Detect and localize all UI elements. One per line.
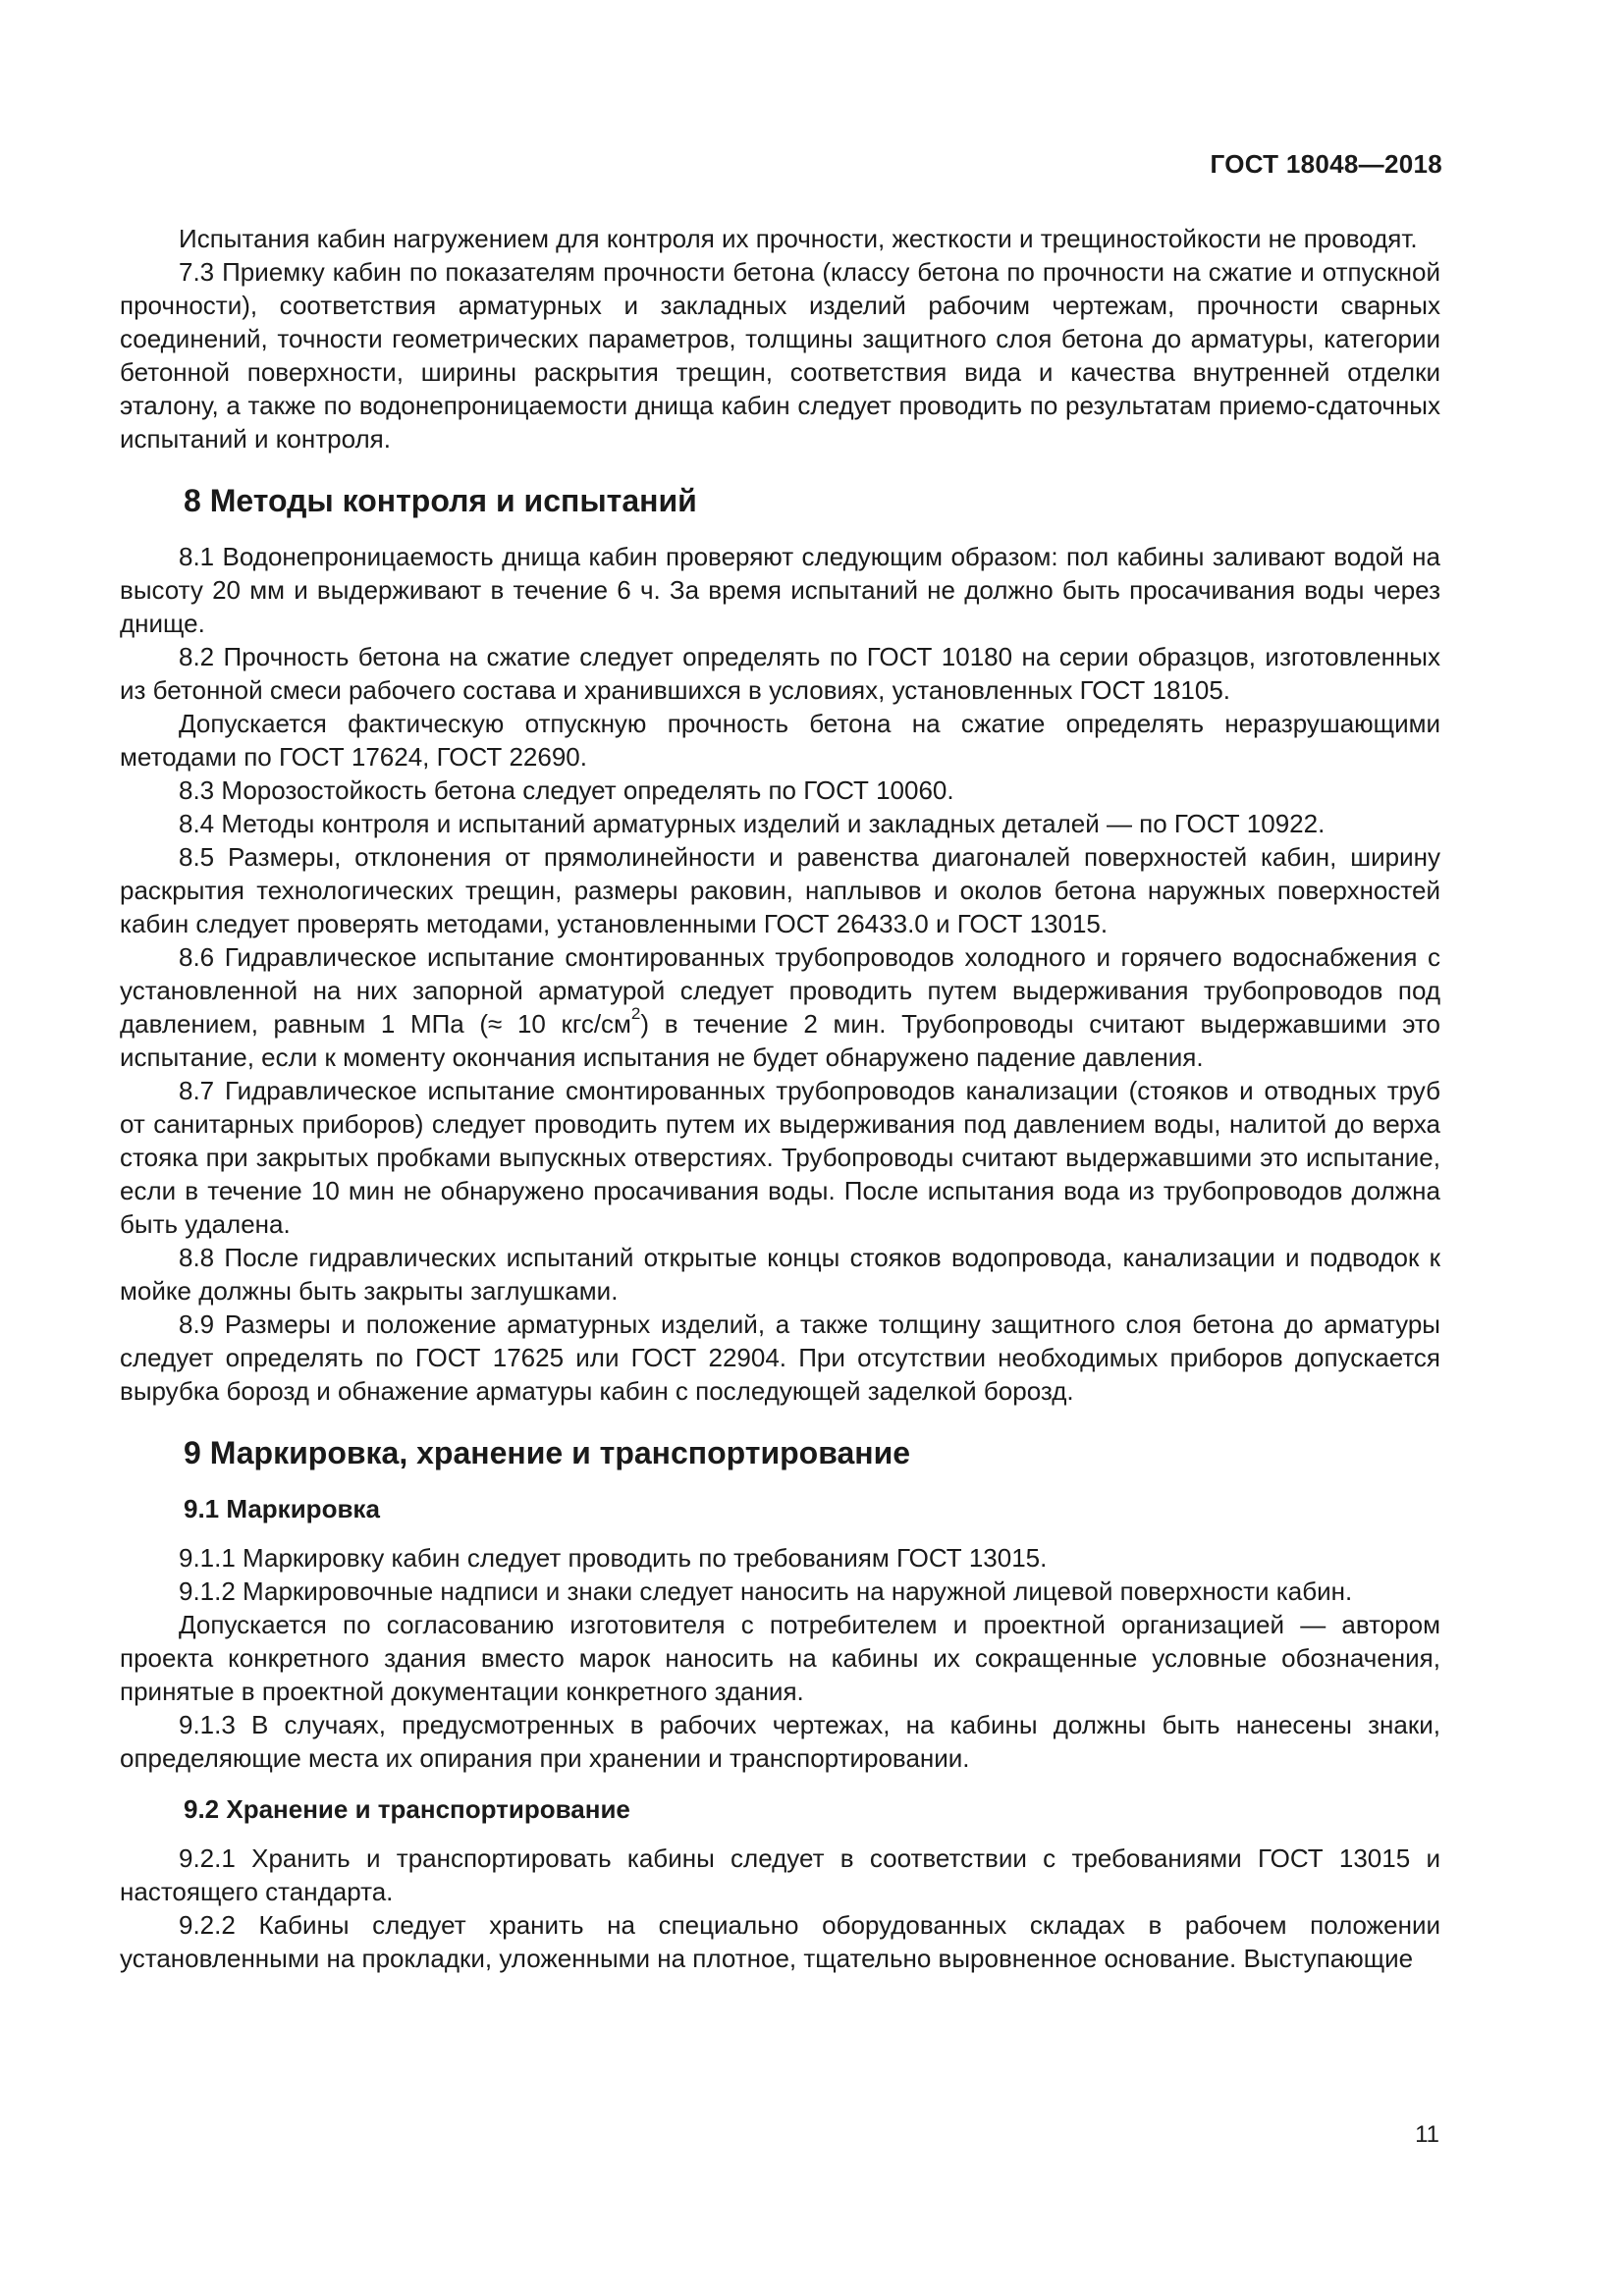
section-8-heading: 8 Методы контроля и испытаний (184, 483, 697, 518)
paragraph-8-2: 8.2 Прочность бетона на сжатие следует определять по ГОСТ 10180 на серии образцов, изготовленных из бетонной смеси рабочего состава и хранившихся в условиях, установленных ГОСТ 18105. (120, 642, 1440, 705)
subsection-9-2-heading: 9.2 Хранение и транспортирование (184, 1794, 630, 1824)
paragraph-8-1: 8.1 Водонепроницаемость днища кабин проверяют следующим образом: пол кабины заливают водой на высоту 20 мм и выдерживают в течение 6 ч. За время испытаний не должно быть просачивания воды через днище. (120, 542, 1440, 638)
paragraph-8-9: 8.9 Размеры и положение арматурных изделий, а также толщину защитного слоя бетона до арматуры следует определять по ГОСТ 17625 или ГОСТ 22904. При отсутствии необходимых приборов допускается вырубка борозд и обнажение арматуры кабин с последующей заделкой борозд. (120, 1309, 1440, 1406)
page-number: 11 (1415, 2121, 1439, 2148)
paragraph-8-6-part-a: 8.6 Гидравлическое испытание смонтированных трубопроводов холодного и горячего водоснабжения с установленной на них запорной арматурой следует проводить путем выдерживания трубопроводов под давлением, равным 1 МПа (≈ 10 кгс/см (120, 942, 1440, 1039)
document-body (120, 222, 1440, 1975)
paragraph-8-7: 8.7 Гидравлическое испытание смонтированных трубопроводов канализации (стояков и отводных труб от санитарных приборов) следует проводить путем их выдерживания под давлением воды, налитой до верха стояка при закрытых пробками выпускных отверстиях. Трубопроводы считают выдержавшими это испытание, если в течение 10 мин не обнаружено просачивания воды. После испытания вода из трубопроводов должна быть удалена. (120, 1076, 1440, 1239)
paragraph-9-1-2: 9.1.2 Маркировочные надписи и знаки следует наносить на наружной лицевой поверхности кабин. (179, 1576, 1353, 1606)
section-9-heading: 9 Маркировка, хранение и транспортирование (184, 1435, 911, 1470)
paragraph-intro: Испытания кабин нагружением для контроля их прочности, жесткости и трещиностойкости не проводят. (179, 224, 1418, 253)
paragraph-8-6-part-b: ) в течение 2 мин. Трубопроводы считают выдержавшими это испытание, если к моменту окончания испытания не будет обнаружено падение давления. (120, 1009, 1440, 1072)
paragraph-9-1-3: 9.1.3 В случаях, предусмотренных в рабочих чертежах, на кабины должны быть нанесены знаки, определяющие места их опирания при хранении и транспортировании. (120, 1710, 1440, 1773)
paragraph-8-6 (120, 940, 1440, 1074)
paragraph-8-8: 8.8 После гидравлических испытаний открытые концы стояков водопровода, канализации и подводок к мойке должны быть закрыты заглушками. (120, 1243, 1440, 1306)
paragraph-9-1-1: 9.1.1 Маркировку кабин следует проводить по требованиям ГОСТ 13015. (179, 1543, 1048, 1573)
paragraph-8-4: 8.4 Методы контроля и испытаний арматурных изделий и закладных деталей — по ГОСТ 10922. (179, 809, 1326, 838)
superscript-exponent: 2 (630, 1004, 641, 1024)
paragraph-8-5: 8.5 Размеры, отклонения от прямолинейности и равенства диагоналей поверхностей кабин, ширину раскрытия технологических трещин, размеры раковин, наплывов и околов бетона наружных поверхностей кабин следует проверять методами, установленными ГОСТ 26433.0 и ГОСТ 13015. (120, 842, 1440, 938)
paragraph-8-2-continuation: Допускается фактическую отпускную прочность бетона на сжатие определять неразрушающими методами по ГОСТ 17624, ГОСТ 22690. (120, 709, 1440, 772)
paragraph-9-1-2-continuation: Допускается по согласованию изготовителя с потребителем и проектной организацией — автором проекта конкретного здания вместо марок наносить на кабины их сокращенные условные обозначения, принятые в проектной документации конкретного здания. (120, 1610, 1440, 1706)
paragraph-9-2-1: 9.2.1 Хранить и транспортировать кабины следует в соответствии с требованиями ГОСТ 13015 и настоящего стандарта. (120, 1843, 1440, 1906)
paragraph-7-3: 7.3 Приемку кабин по показателям прочности бетона (классу бетона по прочности на сжатие и отпускной прочности), соответствия арматурных и закладных изделий рабочим чертежам, прочности сварных соединений, точности геометрических параметров, толщины защитного слоя бетона до арматуры, категории бетонной поверхности, ширины раскрытия трещин, соответствия вида и качества внутренней отделки эталону, а также по водонепроницаемости днища кабин следует проводить по результатам приемо-сдаточных испытаний и контроля. (120, 257, 1440, 454)
subsection-9-1-heading: 9.1 Маркировка (184, 1494, 380, 1523)
document-code-header: ГОСТ 18048—2018 (1210, 149, 1442, 179)
paragraph-8-3: 8.3 Морозостойкость бетона следует определять по ГОСТ 10060. (179, 775, 954, 805)
paragraph-9-2-2: 9.2.2 Кабины следует хранить на специально оборудованных складах в рабочем положении установленными на прокладки, уложенными на плотное, тщательно выровненное основание. Выступающие (120, 1910, 1440, 1973)
